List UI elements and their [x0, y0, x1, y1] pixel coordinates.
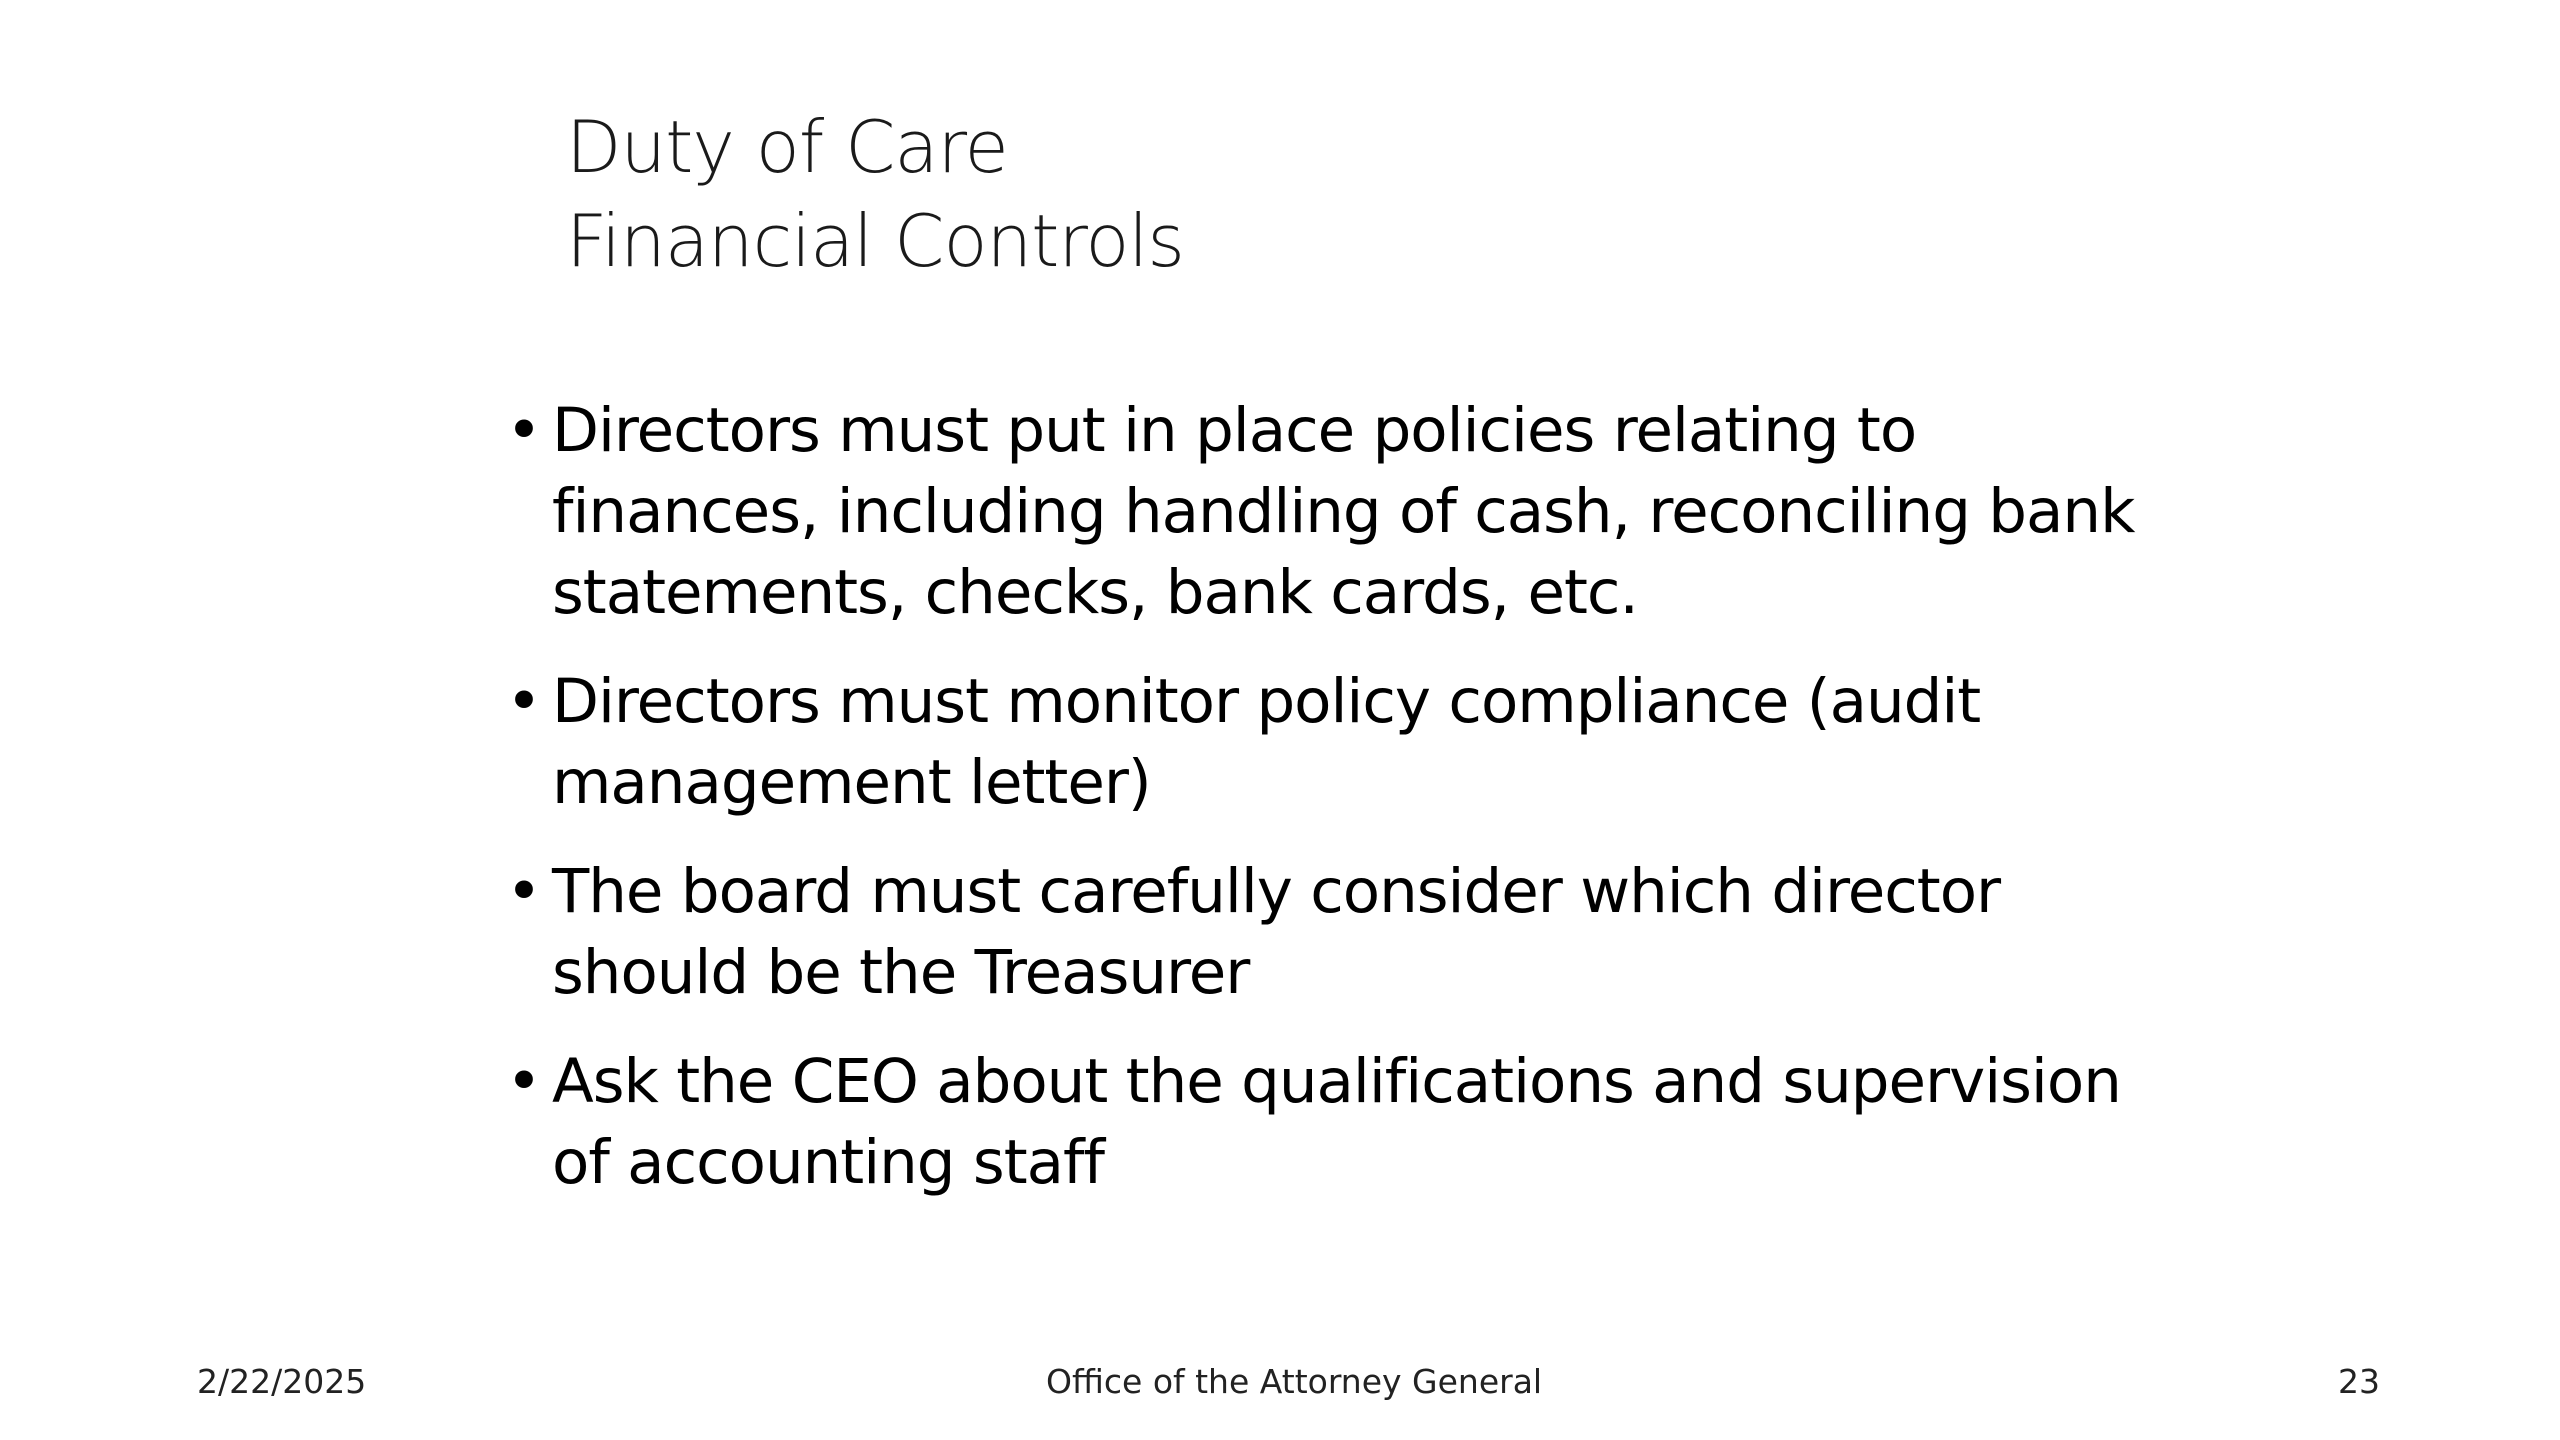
slide-title [566, 100, 2066, 288]
bullet-dot-icon: • [506, 666, 541, 737]
bullet-dot-icon: • [506, 856, 541, 927]
bullet-text: Directors must put in place policies relating to finances, including handling of cash, reconciling bank statements, checks, bank cards, etc. [552, 395, 2135, 628]
footer-organization: Office of the Attorney General [1046, 1362, 1543, 1401]
footer-page-number: 23 [2338, 1362, 2380, 1401]
slide-title-line-1: Duty of Care [566, 105, 1008, 189]
bullet-item [500, 661, 2140, 823]
slide-title-line-2: Financial Controls [566, 199, 1184, 283]
bullet-text: The board must carefully consider which director should be the Treasurer [552, 856, 2001, 1008]
bullet-list [500, 390, 2140, 1231]
bullet-item [500, 390, 2140, 633]
bullet-dot-icon: • [506, 395, 541, 466]
footer-date: 2/22/2025 [197, 1362, 367, 1401]
bullet-item [500, 1041, 2140, 1203]
bullet-dot-icon: • [506, 1046, 541, 1117]
bullet-text: Ask the CEO about the qualifications and supervision of accounting staff [552, 1046, 2121, 1198]
bullet-item [500, 851, 2140, 1013]
bullet-text: Directors must monitor policy compliance (audit management letter) [552, 666, 1981, 818]
